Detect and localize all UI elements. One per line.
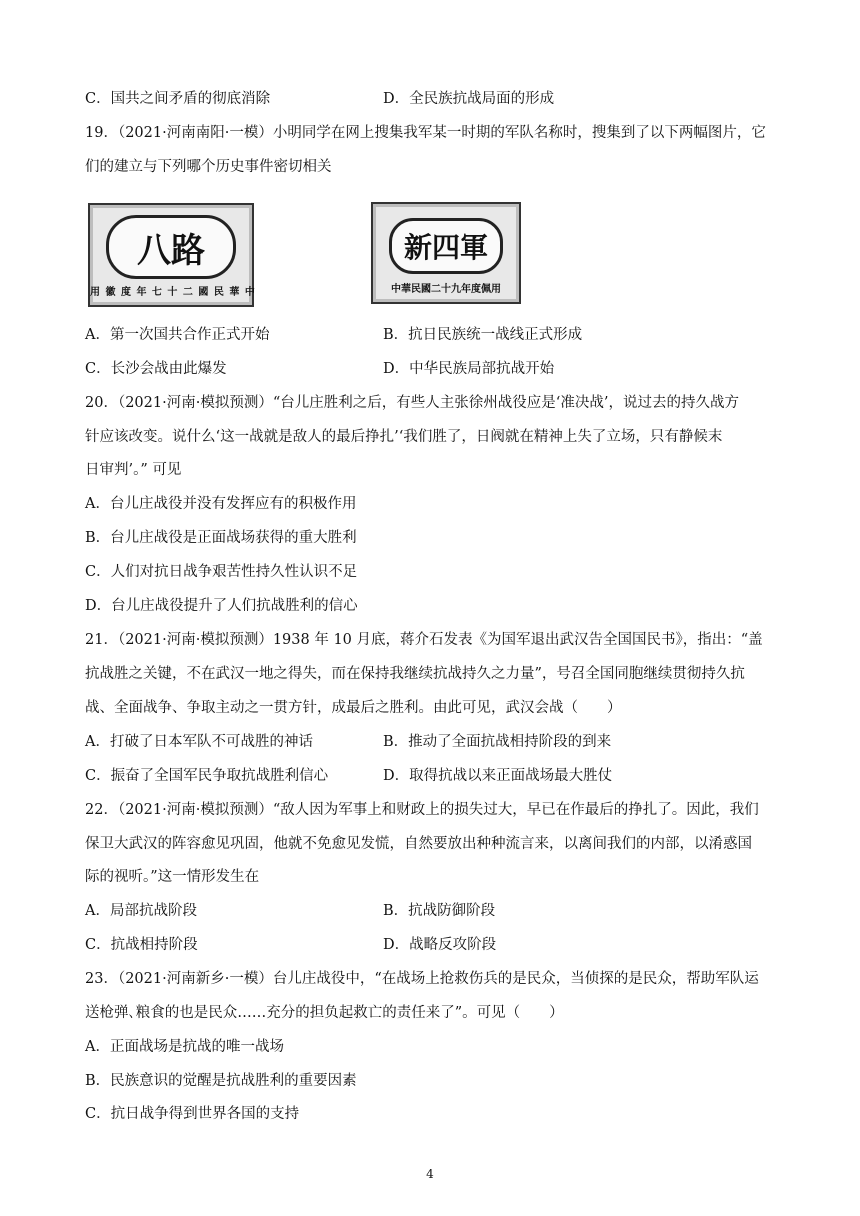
q20-stem-line1: 20．（2021·河南·模拟预测）“台儿庄胜利之后，有些人主张徐州战役应是‘准决战’，说过去的持久战方 [85, 395, 739, 411]
q20-option-a: A．台儿庄战役并没有发挥应有的积极作用 [85, 496, 357, 512]
q20-stem-line3: 日审判’。” 可见 [85, 462, 182, 478]
q20-option-d: D．台儿庄战役提升了人们抗战胜利的信心 [85, 598, 358, 614]
q22-option-a: A．局部抗战阶段 [85, 903, 197, 919]
q21-option-b: B．推动了全面抗战相持阶段的到来 [383, 734, 612, 750]
q22-option-b: B．抗战防御阶段 [383, 903, 496, 919]
q23-option-a: A．正面战场是抗战的唯一战场 [85, 1039, 284, 1055]
q23-option-b: B．民族意识的觉醒是抗战胜利的重要因素 [85, 1073, 357, 1089]
q21-stem-line1: 21．（2021·河南·模拟预测）1938 年 10 月底，蒋介石发表《为国军退出武汉告全国国民书》，指出：“盖 [85, 632, 763, 648]
q22-stem-line1: 22．（2021·河南·模拟预测）“敌人因为军事上和财政上的损失过大，早已在作最后的挣扎了。因此，我们 [85, 802, 759, 818]
q19-option-c: C．长沙会战由此爆发 [85, 361, 227, 377]
q18-option-c: C．国共之间矛盾的彻底消除 [85, 91, 271, 107]
q19-option-b: B．抗日民族统一战线正式形成 [383, 327, 583, 343]
q21-option-a: A．打破了日本军队不可战胜的神话 [85, 734, 313, 750]
eighth-route-army-armband-image [88, 203, 254, 307]
q22-option-c: C．抗战相持阶段 [85, 937, 198, 953]
armband-caption: 用 徽 度 年 七 十 二 國 民 華 中 [90, 287, 256, 298]
q20-option-c: C．人们对抗日战争艰苦性持久性认识不足 [85, 564, 358, 580]
q21-option-d: D．取得抗战以来正面战场最大胜仗 [383, 768, 613, 784]
q23-stem-line2: 送枪弹､粮食的也是民众……充分的担负起救亡的责任来了”。可见（ ） [85, 1005, 564, 1021]
q21-stem-line3: 战、全面战争、争取主动之一贯方针，成最后之胜利。由此可见，武汉会战（ ） [85, 700, 622, 716]
q23-stem-line1: 23．（2021·河南新乡·一模）台儿庄战役中，“在战场上抢救伤兵的是民众，当侦探的是民众，帮助军队运 [85, 971, 759, 987]
q20-option-b: B．台儿庄战役是正面战场获得的重大胜利 [85, 530, 357, 546]
new-fourth-army-armband-image [371, 202, 521, 304]
armband-caption: 中華民國二十九年度佩用 [391, 284, 501, 295]
q22-option-d: D．战略反攻阶段 [383, 937, 497, 953]
q21-option-c: C．振奋了全国军民争取抗战胜利信心 [85, 768, 329, 784]
q19-option-a: A．第一次国共合作正式开始 [85, 327, 270, 343]
q22-stem-line2: 保卫大武汉的阵容愈见巩固，他就不免愈见发慌，自然要放出种种流言来，以离间我们的内部，以淆惑国 [85, 836, 752, 852]
page-number: 4 [426, 1167, 434, 1181]
q20-stem-line2: 针应该改变。说什么‘这一战就是敌人的最后挣扎’‘我们胜了，日阀就在精神上失了立场，只有静候末 [85, 429, 723, 445]
armband-label: 新四軍 [389, 218, 503, 274]
q18-option-d: D．全民族抗战局面的形成 [383, 91, 555, 107]
q19-stem-line1: 19．（2021·河南南阳·一模）小明同学在网上搜集我军某一时期的军队名称时，搜集到了以下两幅图片，它 [85, 125, 766, 141]
q23-option-c: C．抗日战争得到世界各国的支持 [85, 1106, 300, 1122]
q19-stem-line2: 们的建立与下列哪个历史事件密切相关 [85, 159, 332, 175]
q21-stem-line2: 抗战胜之关键，不在武汉一地之得失，而在保持我继续抗战持久之力量”，号召全国同胞继续贯彻持久抗 [85, 666, 745, 682]
q19-option-d: D．中华民族局部抗战开始 [383, 361, 555, 377]
q22-stem-line3: 际的视听。”这一情形发生在 [85, 869, 260, 885]
armband-label: 八路 [106, 215, 236, 279]
